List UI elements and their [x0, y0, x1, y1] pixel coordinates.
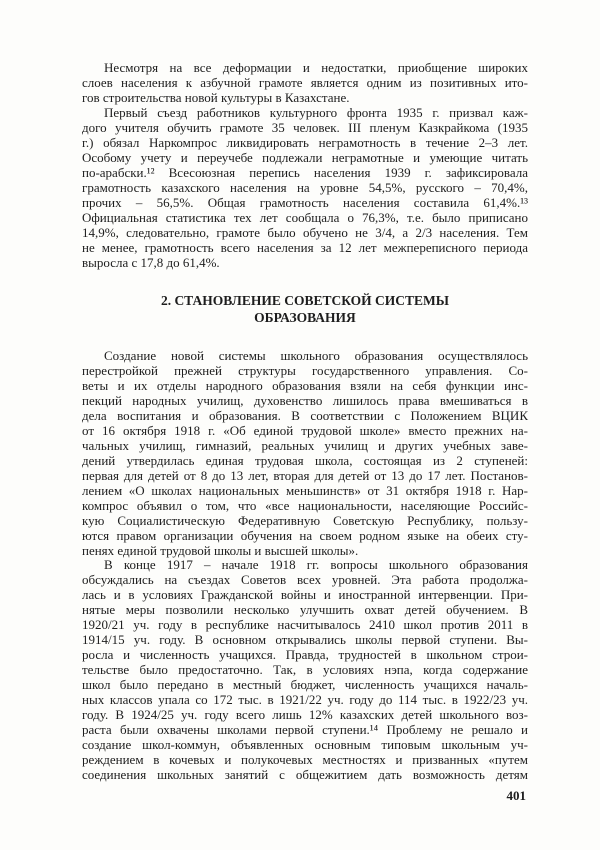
text-line: тельстве было предостаточно. Так, в условиях нэпа, когда содержание	[82, 662, 528, 677]
text-line: росла и численность учащихся. Правда, трудностей в школьном строи-	[82, 647, 528, 662]
text-line: реждением в кочевых и полукочевых местностях и призванных «путем	[82, 752, 528, 767]
text-line: выросла с 17,8 до 61,4%.	[82, 255, 220, 270]
text-line: соединения школьных занятий с общежитием дать возможность детям	[82, 767, 528, 782]
text-line: 1914/15 уч. году. В основном открывались школы первой ступени. Вы-	[82, 632, 528, 647]
text-line: школ было передано в местный бюджет, численность учащихся началь-	[82, 677, 528, 692]
text-line: Создание новой системы школьного образования осуществлялось	[104, 348, 528, 363]
text-line: дела воспитания и образования. В соответствии с Положением ВЦИК	[82, 408, 528, 423]
text-line: дений утвердилась единая трудовая школа, состоящая из 2 ступеней:	[82, 453, 528, 468]
text-line: дого учителя обучить грамоте 35 человек. III пленум Казкрайкома (1935	[82, 120, 528, 135]
text-line: прочих – 56,5%. Общая грамотность населения составила 61,4%.¹³	[82, 195, 528, 210]
text-line: ются правом организации обучения на своем родном языке на обеих сту-	[82, 528, 528, 543]
text-line: Несмотря на все деформации и недостатки, приобщение широких	[104, 60, 528, 75]
text-line: ных классов упала со 172 тыс. в 1921/22 уч. году до 114 тыс. в 1922/23 уч.	[82, 692, 528, 707]
text-line: году. В 1924/25 уч. году всего лишь 12% казахских детей школьного воз-	[82, 707, 528, 722]
text-line: первая для детей от 8 до 13 лет, вторая для детей от 13 до 17 лет. Постанов-	[82, 468, 528, 483]
text-line: перестройкой прежней структуры государственного управления. Со-	[82, 363, 528, 378]
text-line: нятые меры позволили несколько улучшить охват детей обучением. В	[82, 602, 528, 617]
text-line: пенях единой трудовой школы и высшей школы».	[82, 543, 359, 558]
text-line: Особому учету и переучебе подлежали неграмотные и умеющие читать	[82, 150, 528, 165]
text-line: лением «О школах национальных меньшинств» от 31 октября 1918 г. Нар-	[82, 483, 528, 498]
text-line: грамотность казахского населения на уровне 54,5%, русского – 70,4%,	[82, 180, 528, 195]
text-line: раста были охвачены школами первой ступени.¹⁴ Проблему не решало и	[82, 722, 528, 737]
text-line: гов строительства новой культуры в Казахстане.	[82, 90, 350, 105]
text-line: г.) обязал Наркомпрос ликвидировать неграмотность в течение 2–3 лет.	[82, 135, 528, 150]
text-line: по-арабски.¹² Всесоюзная перепись населения 1939 г. зафиксировала	[82, 165, 528, 180]
heading-line-2: ОБРАЗОВАНИЯ	[254, 310, 356, 325]
text-line: В конце 1917 – начале 1918 гг. вопросы школьного образования	[104, 557, 528, 572]
paragraph-school-development	[82, 557, 528, 782]
text-line: веты и их отделы народного образования взяли на себя функции инс-	[82, 378, 528, 393]
heading-line-1: 2. СТАНОВЛЕНИЕ СОВЕТСКОЙ СИСТЕМЫ	[160, 293, 450, 308]
text-line: 1920/21 уч. году в республике насчитывалось 2410 школ против 2011 в	[82, 617, 528, 632]
text-line: кую Социалистическую Федеративную Советскую Республику, пользу-	[82, 513, 528, 528]
text-line: от 16 октября 1918 г. «Об единой трудовой школе» вместо прежних на-	[82, 423, 528, 438]
text-line: компрос объявил о том, что «все национальности, населяющие Российс-	[82, 498, 528, 513]
text-line: Официальная статистика тех лет сообщала о 76,3%, т.е. было приписано	[82, 210, 528, 225]
text-line: не менее, грамотность всего населения за 12 лет межпереписного периода	[82, 240, 528, 255]
text-line: пекций народных училищ, духовенство лишилось права вмешиваться в	[82, 393, 528, 408]
text-line: слоев населения к азбучной грамоте является одним из позитивных ито-	[82, 75, 528, 90]
text-line: создание школ-коммун, объявленных основным типовым школьным уч-	[82, 737, 528, 752]
text-line: 14,9%, следовательно, грамоте было обучено не 3/4, а 2/3 населения. Тем	[82, 225, 528, 240]
section-heading	[82, 292, 528, 326]
text-line: обсуждались на съездах Советов всех уровней. Эта работа продолжа-	[82, 572, 528, 587]
text-line: чальных училищ, гимназий, реальных училищ и других учебных заве-	[82, 438, 528, 453]
text-line: Первый съезд работников культурного фронта 1935 г. призвал каж-	[104, 105, 528, 120]
page-number: 401	[506, 788, 526, 803]
paragraph-new-school-system	[82, 348, 528, 558]
text-line: лась и в условиях Гражданской войны и иностранной интервенции. При-	[82, 587, 528, 602]
paragraph-literacy	[82, 60, 528, 270]
